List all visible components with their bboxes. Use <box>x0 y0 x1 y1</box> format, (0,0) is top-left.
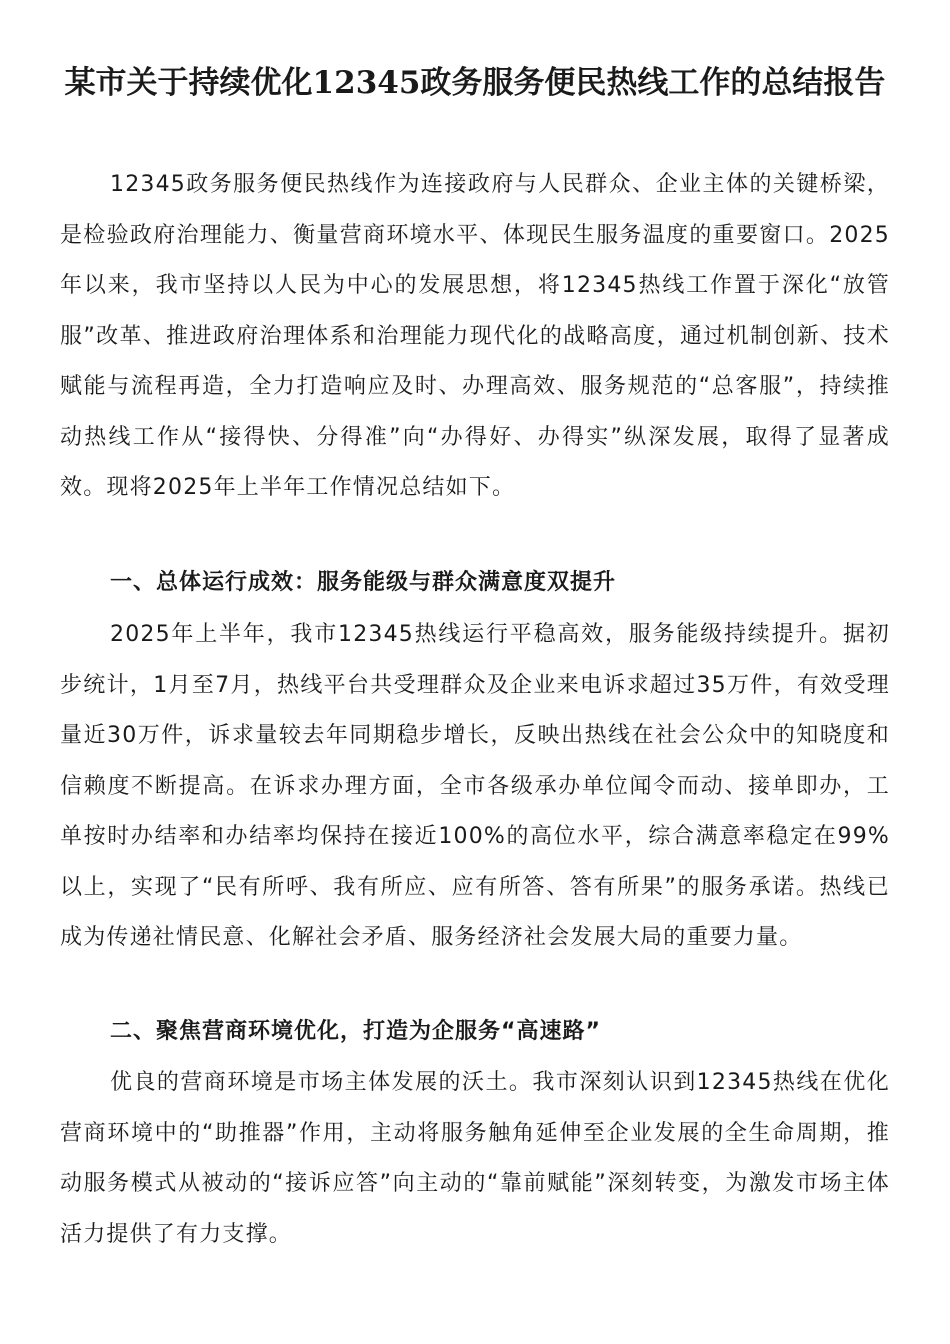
section-heading: 二、聚焦营商环境优化，打造为企服务“高速路” <box>110 1019 601 1044</box>
section-paragraph: 优良的营商环境是市场主体发展的沃土。我市深刻认识到12345热线在优化营商环境中的“助推器”作用，主动将服务触角延伸至企业发展的全生命周期，推动服务模式从被动的“接诉应答”向主动的“靠前赋能”深刻转变，为激发市场主体活力提供了有力支撑。 <box>60 1070 890 1247</box>
intro-paragraph: 12345政务服务便民热线作为连接政府与人民群众、企业主体的关键桥梁，是检验政府治理能力、衡量营商环境水平、体现民生服务温度的重要窗口。2025年以来，我市坚持以人民为中心的发展思想，将12345热线工作置于深化“放管服”改革、推进政府治理体系和治理能力现代化的战略高度，通过机制创新、技术赋能与流程再造，全力打造响应及时、办理高效、服务规范的“总客服”，持续推动热线工作从“接得快、分得准”向“办得好、办得实”纵深发展，取得了显著成效。现将2025年上半年工作情况总结如下。 <box>60 172 890 500</box>
section-heading: 一、总体运行成效：服务能级与群众满意度双提升 <box>110 570 617 595</box>
document-title: 某市关于持续优化12345政务服务便民热线工作的总结报告 <box>64 65 886 101</box>
section-paragraph: 2025年上半年，我市12345热线运行平稳高效，服务能级持续提升。据初步统计，1月至7月，热线平台共受理群众及企业来电诉求超过35万件，有效受理量近30万件，诉求量较去年同期稳步增长，反映出热线在社会公众中的知晓度和信赖度不断提高。在诉求办理方面，全市各级承办单位闻令而动、接单即办，工单按时办结率和办结率均保持在接近100%的高位水平，综合满意率稳定在99%以上，实现了“民有所呼、我有所应、应有所答、答有所果”的服务承诺。热线已成为传递社情民意、化解社会矛盾、服务经济社会发展大局的重要力量。 <box>60 622 890 950</box>
